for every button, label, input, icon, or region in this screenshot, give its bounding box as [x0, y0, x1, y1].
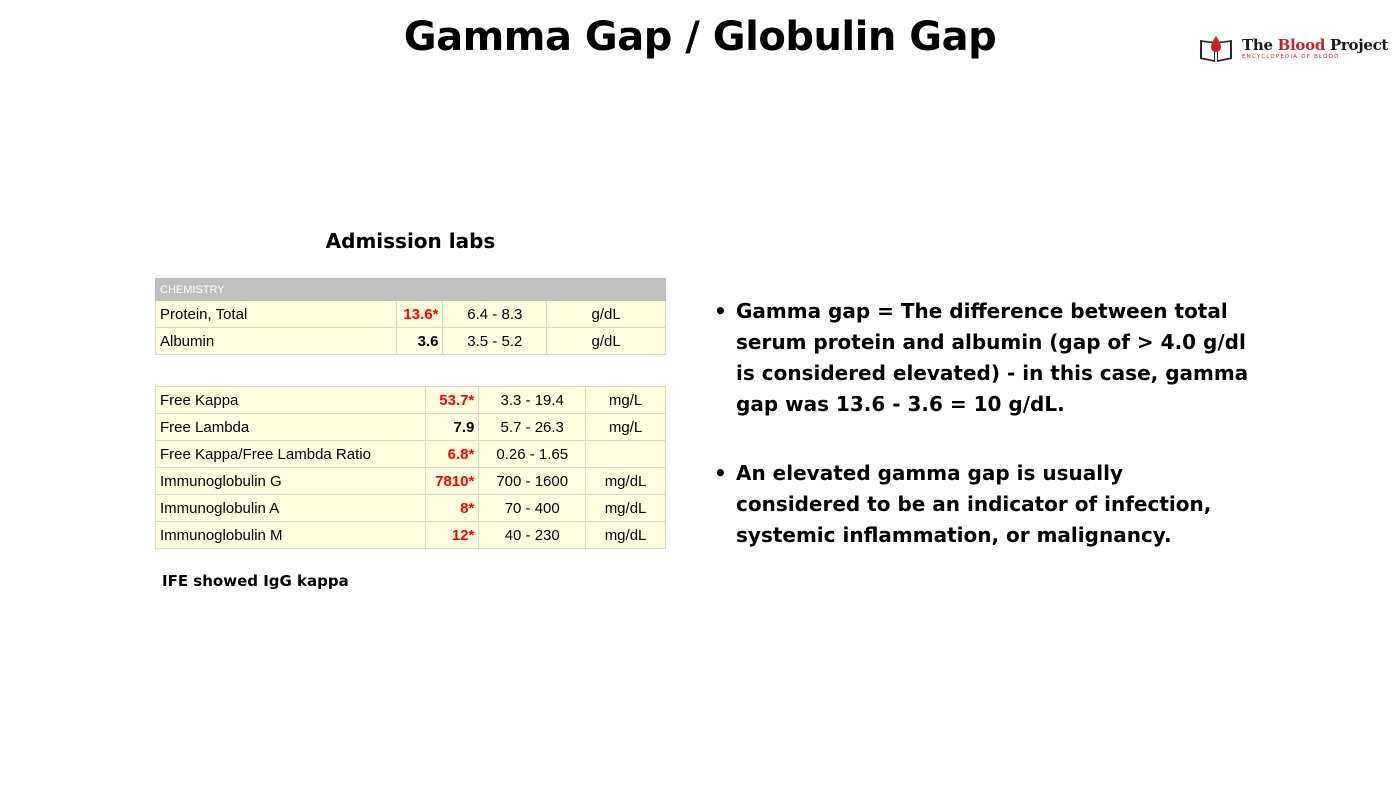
lab-unit: g/dL: [547, 328, 666, 355]
bullet-dot-icon: •: [714, 461, 727, 485]
lab-row: [156, 468, 666, 495]
logo-name: The Blood Project: [1242, 35, 1389, 54]
reference-range: 3.3 - 19.4: [479, 387, 586, 414]
lab-unit: g/dL: [547, 301, 666, 328]
lab-test-name: Immunoglobulin G: [156, 468, 426, 495]
lab-unit: mg/dL: [586, 495, 666, 522]
lab-value: 7.9: [426, 414, 479, 441]
lab-unit: mg/dL: [586, 468, 666, 495]
lab-value: 8*: [426, 495, 479, 522]
bullet-item: [712, 296, 1252, 420]
lab-test-name: Immunoglobulin A: [156, 495, 426, 522]
bullet-text: Gamma gap = The difference between total serum protein and albumin (gap of > 4.0 g/dl is considered elevated) - in this case, gamma gap was 13.6 - 3.6 = 10 g/dL.: [736, 299, 1249, 416]
lab-row: [156, 495, 666, 522]
lab-value: 7810*: [426, 468, 479, 495]
logo-tagline: ENCYCLOPEDIA OF BLOOD: [1242, 53, 1340, 60]
lab-value: 53.7*: [426, 387, 479, 414]
lab-test-name: Immunoglobulin M: [156, 522, 426, 549]
blood-project-logo: [1198, 34, 1388, 64]
lab-value: 12*: [426, 522, 479, 549]
lab-row: [156, 441, 666, 468]
lab-test-name: Albumin: [156, 328, 397, 355]
lab-unit: mg/dL: [586, 522, 666, 549]
lab-row: [156, 387, 666, 414]
reference-range: 3.5 - 5.2: [443, 328, 547, 355]
lab-row: [156, 328, 666, 355]
reference-range: 0.26 - 1.65: [479, 441, 586, 468]
immunology-table: [155, 386, 666, 549]
book-blood-drop-icon: [1198, 34, 1234, 64]
lab-unit: mg/L: [586, 387, 666, 414]
lab-value: 13.6*: [397, 301, 443, 328]
lab-test-name: Free Lambda: [156, 414, 426, 441]
reference-range: 6.4 - 8.3: [443, 301, 547, 328]
lab-value: 3.6: [397, 328, 443, 355]
lab-unit: mg/L: [586, 414, 666, 441]
chemistry-section-header: [156, 279, 666, 301]
reference-range: 700 - 1600: [479, 468, 586, 495]
lab-test-name: Protein, Total: [156, 301, 397, 328]
lab-row: [156, 301, 666, 328]
slide-title: Gamma Gap / Globulin Gap: [403, 14, 997, 60]
admission-labs-heading: Admission labs: [325, 229, 496, 253]
lab-value: 6.8*: [426, 441, 479, 468]
bullet-list: [712, 296, 1252, 589]
bullet-item: [712, 458, 1252, 551]
ife-note: IFE showed IgG kappa: [162, 572, 349, 590]
chemistry-table: [155, 278, 666, 355]
bullet-text: An elevated gamma gap is usually considered to be an indicator of infection, systemic inflammation, or malignancy.: [736, 461, 1212, 547]
reference-range: 40 - 230: [479, 522, 586, 549]
reference-range: 70 - 400: [479, 495, 586, 522]
section-label: CHEMISTRY: [156, 279, 666, 301]
bullet-dot-icon: •: [714, 299, 727, 323]
lab-test-name: Free Kappa/Free Lambda Ratio: [156, 441, 426, 468]
lab-row: [156, 522, 666, 549]
lab-row: [156, 414, 666, 441]
lab-unit: [586, 441, 666, 468]
reference-range: 5.7 - 26.3: [479, 414, 586, 441]
lab-test-name: Free Kappa: [156, 387, 426, 414]
